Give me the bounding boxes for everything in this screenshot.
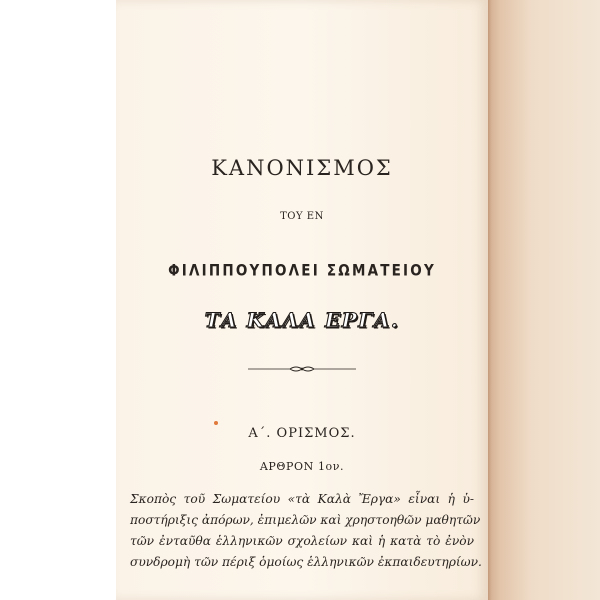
subtitle-line-2: ΦΙΛΙΠΠΟΥΠΟΛΕΙ ΣΩΜΑΤΕΙΟΥ xyxy=(168,261,436,281)
decorative-rule-ornament xyxy=(246,364,358,374)
article-heading: ΑΡΘΡΟΝ 1ον. xyxy=(259,460,345,473)
society-name: ΤΑ ΚΑΛΑ ΕΡΓΑ. xyxy=(204,308,400,332)
body-line: συνδρομὴ τῶν πέριξ ὁμοίως ἑλληνικῶν ἐκπαιδευτηρίων. xyxy=(130,555,482,569)
subtitle-line-1: ΤΟΥ ΕΝ xyxy=(280,211,324,222)
body-line: Σκοπὸς τοῦ Σωματείου «τὰ Καλὰ Ἔργα» εἶναι ἡ ὑ- xyxy=(130,492,474,506)
article-body xyxy=(130,489,482,573)
body-line: τῶν ἐνταῦθα ἑλληνικῶν σχολείων καὶ ἡ κατὰ τὸ ἐνὸν xyxy=(130,534,474,548)
facing-page xyxy=(486,0,600,600)
document-title: ΚΑΝΟΝΙΣΜΟΣ xyxy=(211,156,393,180)
ink-spot xyxy=(214,421,218,425)
body-line: ποστήριξις ἀπόρων, ἐπιμελῶν καὶ χρηστοηθῶν μαθητῶν xyxy=(130,513,481,527)
book-page xyxy=(116,0,488,600)
section-heading: Α΄. ΟΡΙΣΜΟΣ. xyxy=(248,426,356,441)
